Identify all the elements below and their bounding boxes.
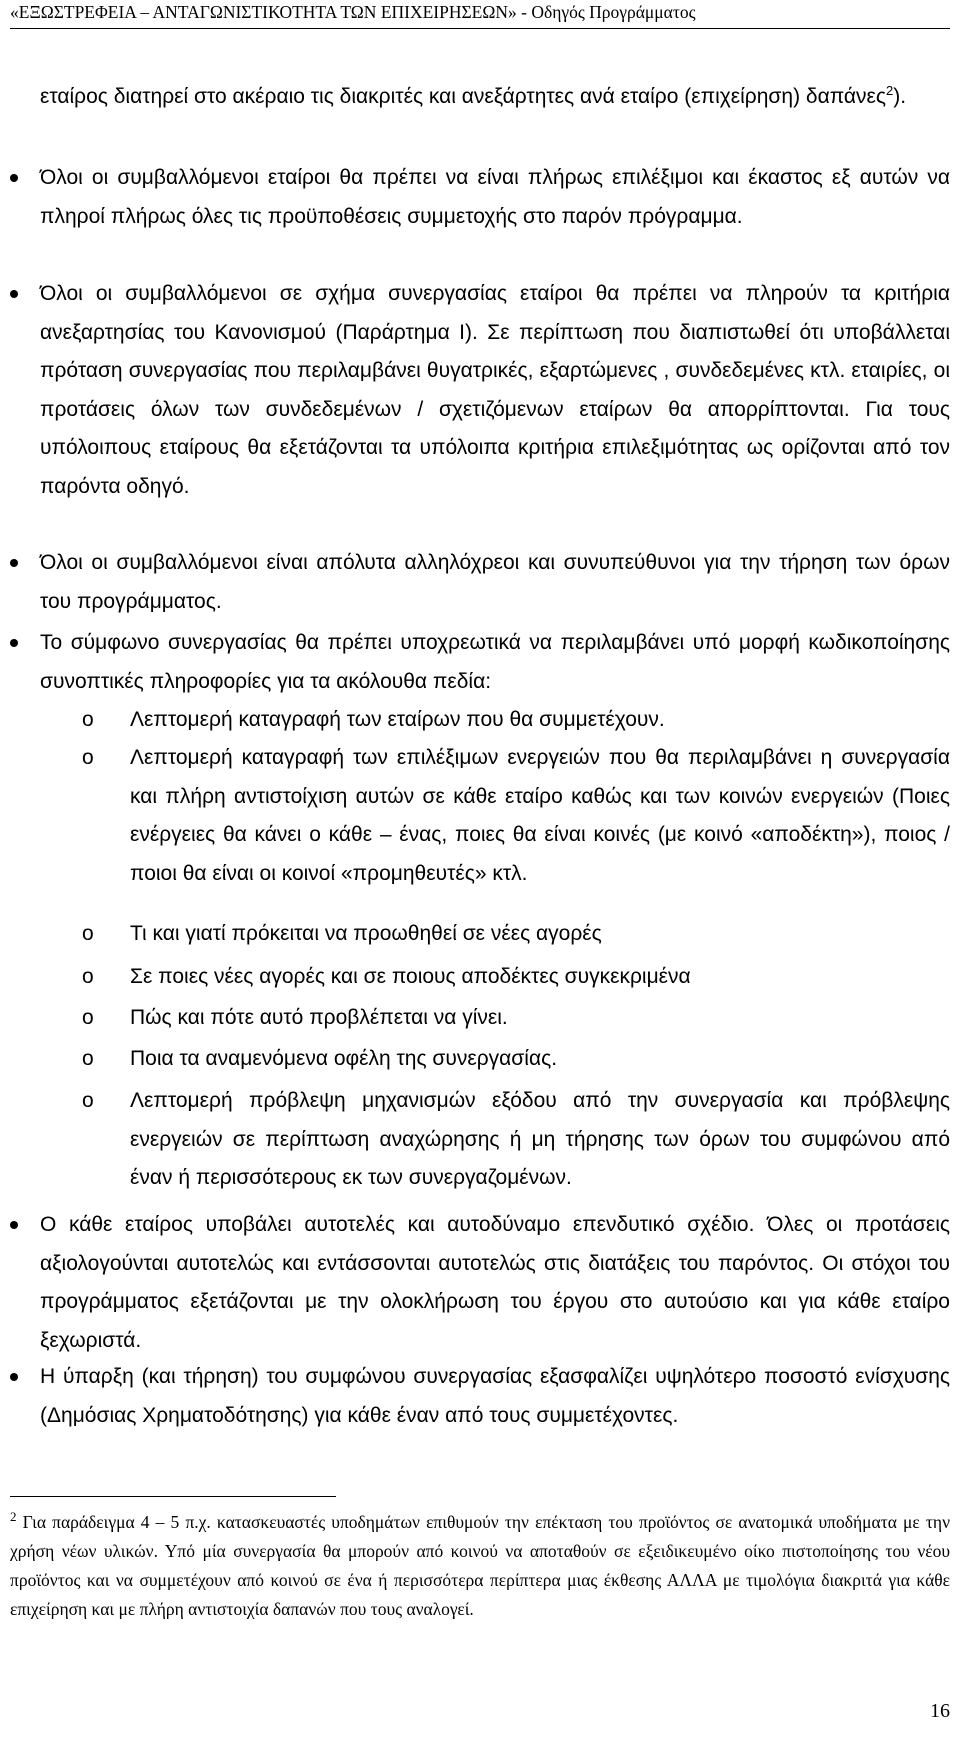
bullet-icon bbox=[10, 290, 18, 298]
sub-list-item: Λεπτομερή καταγραφή των εταίρων που θα συμμετέχουν. bbox=[130, 708, 665, 731]
footnote-number: 2 bbox=[10, 1509, 17, 1525]
continuation-end: ). bbox=[893, 85, 907, 108]
sub-list-item: Ποια τα αναμενόμενα οφέλη της συνεργασίας. bbox=[130, 1047, 558, 1070]
sub-list-item: Πώς και πότε αυτό προβλέπεται να γίνει. bbox=[130, 1006, 508, 1029]
bullet-item: Η ύπαρξη (και τήρηση) του συμφώνου συνεργασίας εξασφαλίζει υψηλότερο ποσοστό ενίσχυσης (Δημόσιας Χρηματοδότησης) για κάθε έναν από τους συμμετέχοντες. bbox=[40, 1365, 950, 1427]
bullet-item: Όλοι οι συμβαλλόμενοι σε σχήμα συνεργασίας εταίροι θα πρέπει να πληρούν τα κριτήρια ανεξαρτησίας του Κανονισμού (Παράρτημα Ι). Σε περίπτωση που διαπιστωθεί ότι υποβάλλεται πρόταση συνεργασίας που περιλαμβάνει θυγατρικές, εξαρτώμενες , συνδεδεμένες κτλ. εταιρίες, οι προτάσεις όλων των συνδεδεμένων / σχετιζόμενων εταίρων θα απορρίπτονται. Για τους υπόλοιπους εταίρους θα εξετάζονται τα υπόλοιπα κριτήρια επιλεξιμότητας ως ορίζονται από τον παρόντα οδηγό. bbox=[40, 282, 950, 498]
sub-bullet-marker: o bbox=[82, 708, 94, 731]
bullet-icon bbox=[10, 174, 18, 182]
bullet-icon bbox=[10, 1373, 18, 1381]
footnote bbox=[10, 1508, 950, 1624]
sub-bullet-marker: o bbox=[82, 1006, 94, 1029]
bullet-item: Ο κάθε εταίρος υποβάλει αυτοτελές και αυτοδύναμο επενδυτικό σχέδιο. Όλες οι προτάσεις αξιολογούνται αυτοτελώς και εντάσσονται αυτοτελώς στις διατάξεις του παρόντος. Οι στόχοι του προγράμματος εξετάζονται με την ολοκλήρωση του έργου στο αυτούσιο και για κάθε εταίρο ξεχωριστά. bbox=[40, 1213, 950, 1352]
sub-list-item: Σε ποιες νέες αγορές και σε ποιους αποδέκτες συγκεκριμένα bbox=[130, 965, 691, 988]
continuation-paragraph bbox=[40, 78, 950, 117]
header-rule bbox=[10, 28, 950, 29]
sub-list-item: Λεπτομερή πρόβλεψη μηχανισμών εξόδου από την συνεργασία και πρόβλεψης ενεργειών σε περίπτωση αναχώρησης ή μη τήρησης των όρων του συμφώνου από έναν ή περισσότερους εκ των συνεργαζομένων. bbox=[130, 1089, 950, 1189]
footnote-ref: 2 bbox=[886, 83, 894, 98]
bullet-item: Όλοι οι συμβαλλόμενοι είναι απόλυτα αλληλόχρεοι και συνυπεύθυνοι για την τήρηση των όρων του προγράμματος. bbox=[40, 551, 950, 613]
bullet-item: Το σύμφωνο συνεργασίας θα πρέπει υποχρεωτικά να περιλαμβάνει υπό μορφή κωδικοποίησης συνοπτικές πληροφορίες για τα ακόλουθα πεδία: bbox=[40, 631, 950, 693]
sub-bullet-marker: o bbox=[82, 1047, 94, 1070]
sub-list-item: Λεπτομερή καταγραφή των επιλέξιμων ενεργειών που θα περιλαμβάνει η συνεργασία και πλήρη αντιστοίχιση αυτών σε κάθε εταίρο καθώς και των κοινών ενεργειών (Ποιες ενέργειες θα κάνει ο κάθε – ένας, ποιες θα είναι κοινές (με κοινό «αποδέκτη»), ποιος / ποιοι θα είναι οι κοινοί «προμηθευτές» κτλ. bbox=[130, 746, 950, 885]
sub-bullet-marker: o bbox=[82, 965, 94, 988]
sub-bullet-marker: o bbox=[82, 746, 94, 769]
sub-bullet-marker: o bbox=[82, 1089, 94, 1112]
page-header: «ΕΞΩΣΤΡΕΦΕΙΑ – ΑΝΤΑΓΩΝΙΣΤΙΚΟΤΗΤΑ ΤΩΝ ΕΠΙΧΕΙΡΗΣΕΩΝ» - Οδηγός Προγράμματος bbox=[10, 2, 696, 22]
footnote-separator bbox=[10, 1496, 336, 1497]
sub-bullet-marker: o bbox=[82, 922, 94, 945]
bullet-icon bbox=[10, 559, 18, 567]
bullet-icon bbox=[10, 639, 18, 647]
page-number: 16 bbox=[930, 1700, 950, 1722]
sub-list-item: Τι και γιατί πρόκειται να προωθηθεί σε νέες αγορές bbox=[130, 922, 602, 945]
footnote-text: Για παράδειγμα 4 – 5 π.χ. κατασκευαστές υποδημάτων επιθυμούν την επέκταση του προϊόντος σε ανατομικά υποδήματα με την χρήση νέων υλικών. Υπό μία συνεργασία θα μπορούν από κοινού να αποταθούν σε εξειδικευμένο οίκο πιστοποίησης του νέου προϊόντος και να συμμετέχουν από κοινού σε ένα ή περισσότερα περίπτερα μιας έκθεσης ΑΛΛΑ με τιμολόγια διακριτά για κάθε επιχείρηση και με πλήρη αντιστοιχία δαπανών που τους αναλογεί. bbox=[10, 1512, 950, 1619]
bullet-icon bbox=[10, 1221, 18, 1229]
continuation-text: εταίρος διατηρεί στο ακέραιο τις διακριτές και ανεξάρτητες ανά εταίρο (επιχείρηση) δαπάνες bbox=[40, 85, 887, 108]
bullet-item: Όλοι οι συμβαλλόμενοι εταίροι θα πρέπει να είναι πλήρως επιλέξιμοι και έκαστος εξ αυτών να πληροί πλήρως όλες τις προϋποθέσεις συμμετοχής στο παρόν πρόγραμμα. bbox=[40, 166, 950, 228]
